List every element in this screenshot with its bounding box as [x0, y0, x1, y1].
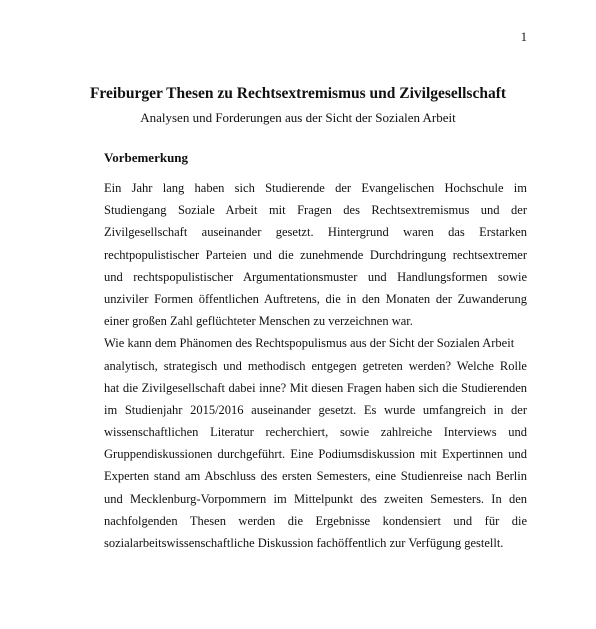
text-line: Gruppendiskussionen durchgeführt. Eine Podiumsdiskussion mit Expertinnen und [104, 447, 527, 462]
text-line: hat die Zivilgesellschaft dabei inne? Mit diesen Fragen haben sich die Studierenden [104, 380, 527, 395]
text-line: Ein Jahr lang haben sich Studierende der Evangelischen Hochschule im [104, 181, 527, 195]
document-subtitle: Analysen und Forderungen aus der Sicht der Sozialen Arbeit [140, 110, 456, 125]
text-line: sozialarbeitswissenschaftliche Diskussion fachöffentlich zur Verfügung gestellt. [104, 536, 504, 550]
section-heading: Vorbemerkung [104, 150, 189, 165]
text-line: Studiengang Soziale Arbeit mit Fragen des Rechtsextremismus und der [104, 203, 527, 218]
text-line: rechtpopulistischer Parteien und die zunehmende Durchdringung rechtsextremer [104, 247, 527, 262]
document-title: Freiburger Thesen zu Rechtsextremismus und Zivilgesellschaft [89, 85, 507, 102]
paragraph-2 [104, 332, 527, 554]
text-line: analytisch, strategisch und methodisch entgegen getreten werden? Welche Rolle [104, 358, 527, 373]
text-line: Zivilgesellschaft auseinander gesetzt. Hintergrund waren das Erstarken [104, 225, 527, 240]
text-line: unziviler Formen öffentlichen Auftretens, die in den Monaten der Zuwanderung [104, 291, 527, 306]
page-number: 1 [520, 30, 527, 44]
text-line: wissenschaftlichen Literatur recherchiert, sowie zahlreiche Interviews und [104, 425, 527, 440]
text-line: einer großen Zahl geflüchteter Menschen zu verzeichnen war. [104, 314, 413, 329]
text-line: im Studienjahr 2015/2016 auseinander gesetzt. Es wurde umfangreich in der [104, 402, 527, 417]
paragraph-1 [104, 177, 527, 332]
text-line: und Mecklenburg-Vorpommern im Mittelpunkt des zweiten Semesters. In den [104, 491, 527, 506]
body-text [104, 177, 527, 554]
text-line: Experten stand am Abschluss des ersten Semesters, eine Studienreise nach Berlin [104, 469, 527, 484]
text-line: Wie kann dem Phänomen des Rechtspopulismus aus der Sicht der Sozialen Arbeit [104, 336, 515, 351]
text-line: und rechtspopulistischer Argumentationsmuster und Handlungsformen sowie [104, 269, 527, 284]
text-line: nachfolgenden Thesen werden die Ergebnisse kondensiert und für die [104, 513, 527, 528]
